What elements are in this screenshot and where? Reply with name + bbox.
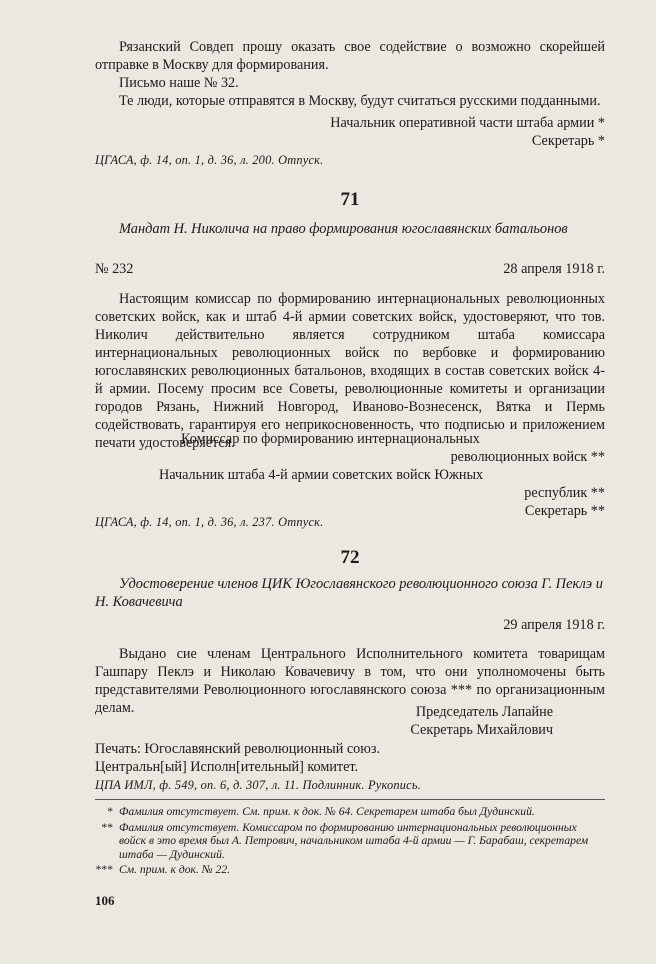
signatures: [95, 703, 605, 739]
document-header-row: [95, 261, 605, 278]
signatures: [95, 430, 605, 520]
signature-line: Начальник штаба 4-й армии советских войск Южных: [159, 467, 484, 483]
document-date: 29 апреля 1918 г.: [503, 617, 605, 633]
paragraph: Настоящим комиссар по формированию интернациональных революционных советских войск, как и штаб 4-й армии советских войск, удостоверяют, что тов. Николич действительно является сотрудником штаба комиссара интернациональных революционных войск по вербовке и формированию югославянских революционных батальонов, входящих в состав советских войск 4-й армии. Посему просим все Советы, революционные комитеты и организации городов Рязань, Нижний Новгород, Иваново-Вознесенск, Вятка и Пермь содействовать, гарантируя его неприкосновенность, что подписью и приложением печати удостоверяется.: [95, 291, 605, 451]
document-number: 71: [340, 189, 360, 210]
footnote-text: Фамилия отсутствует. Комиссаром по формированию интернациональных революционных войск в это время был А. Петрович, начальником штаба 4-й армии — Г. Барабаш, секретарем штаба — Дудинский.: [119, 820, 589, 861]
seal-text: [95, 740, 605, 776]
seal-line: Центральн[ый] Исполн[ительный] комитет.: [95, 759, 359, 775]
footnote-divider: [95, 799, 605, 800]
document-title: Мандат Н. Николича на право формирования югославянских батальонов: [119, 221, 568, 237]
archive-source: ЦГАСА, ф. 14, оп. 1, д. 36, л. 237. Отпуск.: [95, 515, 324, 529]
signature-line: революционных войск **: [450, 449, 605, 465]
footnote-text: Фамилия отсутствует. См. прим. к док. № 64. Секретарем штаба был Дудинский.: [119, 805, 535, 818]
paragraph: Рязанский Совдеп прошу оказать свое содействие о возможно скорейшей отправке в Москву для формирования.: [95, 39, 605, 73]
footnote-mark: *: [107, 805, 113, 818]
document-number: 72: [340, 547, 360, 568]
document-header-row: [95, 617, 605, 634]
previous-document-tail: [95, 38, 605, 150]
archive-source: ЦПА ИМЛ, ф. 549, оп. 6, д. 307, л. 11. Подлинник. Рукопись.: [95, 778, 422, 792]
archive-source: ЦГАСА, ф. 14, оп. 1, д. 36, л. 200. Отпуск.: [95, 153, 324, 167]
signature-line: Секретарь *: [531, 133, 605, 149]
signature-line: Председатель Лапайне: [415, 704, 553, 720]
signature-line: республик **: [524, 485, 605, 501]
signature-line: Секретарь Михайлович: [410, 722, 553, 738]
document-title: Удостоверение членов ЦИК Югославянского революционного союза Г. Пеклэ и Н. Ковачевича: [95, 576, 603, 610]
footnote: [95, 805, 605, 819]
footnote-mark: ***: [95, 863, 113, 876]
page-number: 106: [95, 893, 115, 908]
paragraph: Письмо наше № 32.: [119, 75, 239, 91]
signature-line: Комиссар по формированию интернациональных: [181, 431, 480, 447]
footnote: [95, 863, 605, 877]
footnotes: [95, 805, 605, 877]
document-ref: № 232: [95, 261, 134, 277]
signature-line: Начальник оперативной части штаба армии *: [330, 115, 605, 131]
footnote-text: См. прим. к док. № 22.: [119, 863, 231, 876]
document-body: [95, 290, 605, 452]
seal-line: Печать: Югославянский революционный союз.: [95, 741, 380, 757]
signature-line: Секретарь **: [524, 503, 605, 519]
footnote: [95, 821, 605, 862]
document-date: 28 апреля 1918 г.: [503, 261, 605, 277]
footnote-mark: **: [101, 820, 113, 834]
paragraph: Те люди, которые отправятся в Москву, будут считаться русскими подданными.: [119, 93, 601, 109]
paragraph: Выдано сие членам Центрального Исполнительного комитета товарищам Гашпару Пеклэ и Николаю Ковачевичу в том, что они уполномочены быть представителями Революционного югославянского союза *** по организационным делам.: [95, 646, 605, 716]
